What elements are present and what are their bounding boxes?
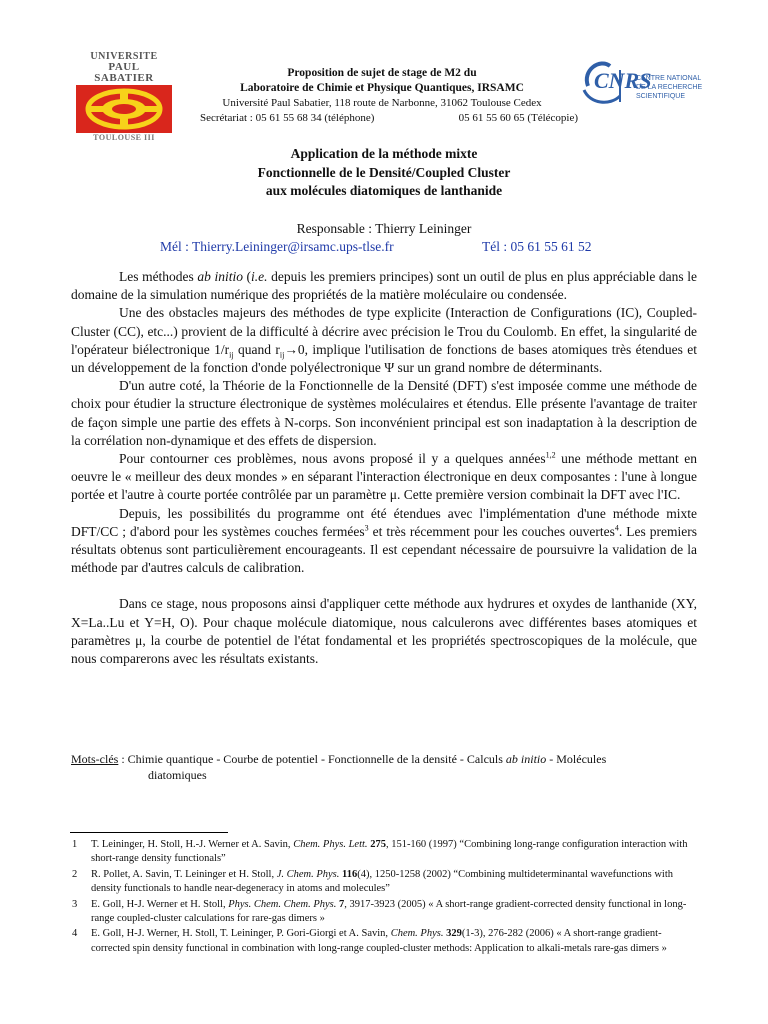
paragraph-1: Les méthodes ab initio (i.e. depuis les premiers principes) sont un outil de plus en plus appréciable dans le domaine de la simulation numérique des propriétés de la matière moléculaire ou condensée. [71,269,697,303]
ups-logo-line1: UNIVERSITE [90,51,158,62]
footnote-1: 1 T. Leininger, H. Stoll, H.-J. Werner et A. Savin, Chem. Phys. Lett. 275, 151-160 (1997) “Combining long-range configuration interaction with short-range density functionals” [72,839,688,865]
footnote-2: 2 R. Pollet, A. Savin, T. Leininger et H. Stoll, J. Chem. Phys. 116(4), 1250-1258 (2002) “Combining multideterminantal wavefunctions with density functionals to handle near-degeneracy in atoms and molecules” [72,868,674,895]
mail-label: Mél : [160,239,193,254]
title-line1: Application de la méthode mixte [290,146,478,161]
paragraph-2: Une des obstacles majeurs des méthodes de type explicite (Interaction de Configurations (IC), Coupled-Cluster (CC), etc...) provient de la difficulté à décrire avec précision le Trou du Coulomb. En effet, la singularité de l'opérateur biélectronique $1/r_{ij}$ quand $r_{ij}\to 0$, implique l'utilisation de fonctions de bases atomiques très étendues et un développement de la fonction d'onde polyélectronique Ψ sur un grand nombre de déterminants. [71,305,697,376]
ups-logo-line2: PAUL [108,61,140,73]
paragraph-5: Depuis, les possibilités du programme ont été étendues avec l'implémentation d'une méthode mixte DFT/CC ; d'abord pour les systèmes couches fermées$^3$ et très récemment pour les couches ouvertes$^4$. Les premiers résultats obtenus sont particulièrement encourageants. Il est cependant nécessaire de poursuivre la validation de la méthode par d'autres calculs de calibration. [71,505,698,576]
keywords-label: Mots-clés [71,752,119,766]
email-link[interactable]: Thierry.Leininger@irsamc.ups-tlse.fr [192,239,394,254]
lab-header [186,66,578,126]
contact-phone: Tél : 05 61 55 61 52 [482,239,592,254]
ups-logo-line4: TOULOUSE III [93,133,155,142]
header-line1: Proposition de sujet de stage de M2 du [287,67,477,79]
ups-logo-line3: SABATIER [94,72,154,84]
contact-line [160,237,620,256]
ups-logo [72,51,176,142]
paragraph-6: Dans ce stage, nous proposons ainsi d'appliquer cette méthode aux hydrures et oxydes de lanthanide (XY, X=La..Lu et Y=H, O). Pour chaque molécule diatomique, nous calculerons avec différentes bases atomiques et paramètres μ, la courbe de potentiel de l'état fondamental et les propriétés spectroscopiques de la molécule, que nous comparerons avec les résultats existants. [71,596,697,667]
keywords: Mots-clés : Chimie quantique - Courbe de potentiel - Fonctionnelle de la densité - Calculs ab initio - Molécules diatomiques [71,751,697,783]
cnrs-caption-1: CENTRE NATIONAL [636,75,702,82]
body-text [71,268,697,668]
cnrs-caption-3: SCIENTIFIQUE [636,93,686,100]
cnrs-logo [580,52,710,112]
title-line3: aux molécules diatomiques de lanthanide [265,183,503,198]
header-phone: Secrétariat : 05 61 55 68 34 (téléphone) [200,112,375,124]
header-line2: Laboratoire de Chimie et Physique Quantiques, IRSAMC [240,82,524,94]
cnrs-mark: CNRS [594,68,652,93]
keywords-continuation: diatomiques [148,768,207,782]
page-title [70,145,698,201]
header-address: Université Paul Sabatier, 118 route de Narbonne, 31062 Toulouse Cedex [222,97,542,109]
paragraph-3: D'un autre coté, la Théorie de la Fonctionnelle de la Densité (DFT) s'est imposée comme une méthode de choix pour étudier la structure électronique de systèmes moléculaires et étendus. Elle présente l'avantage de traiter de façon simple une partie des effets à N-corps. Son inconvénient principal est son inadaptation à la description de la corrélation non-dynamique et des effets de dispersion. [71,378,697,448]
header-phones [186,111,578,126]
footnotes [70,838,698,957]
responsable: Responsable : Thierry Leininger [296,221,472,236]
footnote-separator [70,832,228,833]
footnote-4: 4 E. Goll, H-J. Werner, H. Stoll, T. Leininger, P. Gori-Giorgi et A. Savin, Chem. Phys. 329(1-3), 276-282 (2006) « A short-range gradient-corrected spin density functional in combination with long-range coupled-cluster methods: Application to alkali-metals rare-gas dimers » [72,928,667,954]
paragraph-4: Pour contourner ces problèmes, nous avons proposé il y a quelques années$^{1,2}$ une méthode mettant en oeuvre le « meilleur des deux mondes » en séparant l'interaction électronique en deux composantes : l'une à longue portée et l'autre à courte portée contrôlée par un paramètre μ. Cette première version combinait la DFT avec l'IC. [71,450,697,503]
title-line2: Fonctionnelle de le Densité/Coupled Cluster [257,164,511,180]
header-fax: 05 61 55 60 65 (Télécopie) [458,112,578,124]
cnrs-caption-2: DE LA RECHERCHE [636,84,703,91]
ups-emblem-icon [76,85,172,133]
footnote-3: 3 E. Goll, H-J. Werner et H. Stoll, Phys. Chem. Chem. Phys. 7, 3917-3923 (2005) « A short-range gradient-corrected density functional in long-range coupled-cluster calculations for rare-gas dimers » [72,898,687,925]
